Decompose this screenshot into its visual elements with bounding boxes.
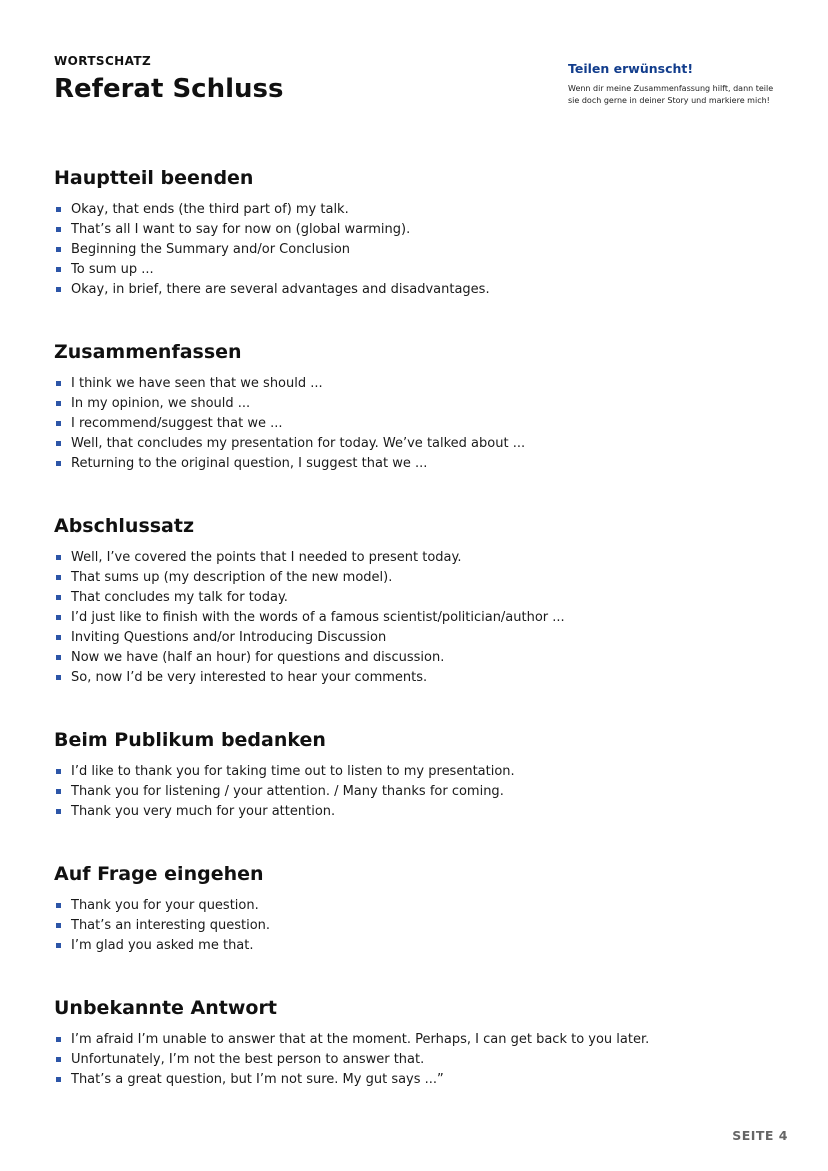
bullet-square-icon [56, 903, 61, 908]
list-item-text: Inviting Questions and/or Introducing Discussion [71, 630, 387, 645]
bullet-square-icon [56, 635, 61, 640]
list-item [54, 200, 774, 220]
list-item-text: Returning to the original question, I suggest that we ... [71, 456, 428, 471]
list-item-text: I’d just like to finish with the words of a famous scientist/politician/author ... [71, 610, 565, 625]
section-unbekannte-antwort [54, 996, 774, 1090]
list-item-text: In my opinion, we should ... [71, 396, 251, 411]
bullet-square-icon [56, 809, 61, 814]
list-item-text: I’m afraid I’m unable to answer that at the moment. Perhaps, I can get back to you later. [71, 1032, 650, 1047]
list-item [54, 782, 774, 802]
list-item [54, 548, 774, 568]
bullet-square-icon [56, 655, 61, 660]
bullet-square-icon [56, 441, 61, 446]
bullet-square-icon [56, 401, 61, 406]
list-item-text: Beginning the Summary and/or Conclusion [71, 242, 351, 257]
list-item-text: I’m glad you asked me that. [71, 938, 254, 953]
bullet-square-icon [56, 421, 61, 426]
section-abschlussatz [54, 514, 774, 688]
list-item-text: Now we have (half an hour) for questions and discussion. [71, 650, 445, 665]
list-item [54, 1070, 774, 1090]
list-item-text: Well, I’ve covered the points that I needed to present today. [71, 550, 462, 565]
list-item-text: Well, that concludes my presentation for today. We’ve talked about ... [71, 436, 526, 451]
bullet-square-icon [56, 769, 61, 774]
list-item-text: That’s an interesting question. [71, 918, 271, 933]
bullet-square-icon [56, 595, 61, 600]
list-item [54, 374, 774, 394]
list-item [54, 260, 774, 280]
header-kicker: WORTSCHATZ [54, 54, 152, 68]
list-item [54, 240, 774, 260]
share-box [568, 61, 788, 107]
section-heading: Zusammenfassen [54, 341, 242, 363]
list-item-text: That’s all I want to say for now on (global warming). [71, 222, 411, 237]
bullet-square-icon [56, 207, 61, 212]
section-heading: Auf Frage eingehen [54, 863, 264, 885]
list-item [54, 648, 774, 668]
share-text-line: sie doch gerne in deiner Story und markiere mich! [568, 96, 770, 105]
bullet-square-icon [56, 555, 61, 560]
list-item-text: Thank you for your question. [71, 898, 259, 913]
list-item-text: I’d like to thank you for taking time out to listen to my presentation. [71, 764, 515, 779]
section-heading: Hauptteil beenden [54, 167, 254, 189]
list-item-text: Thank you very much for your attention. [71, 804, 336, 819]
list-item-text: Unfortunately, I’m not the best person to answer that. [71, 1052, 425, 1067]
list-item [54, 628, 774, 648]
bullet-list [54, 762, 774, 822]
list-item [54, 916, 774, 936]
list-item [54, 414, 774, 434]
bullet-list [54, 374, 774, 474]
section-hauptteil-beenden [54, 166, 774, 300]
list-item-text: That concludes my talk for today. [71, 590, 288, 605]
list-item-text: Thank you for listening / your attention. / Many thanks for coming. [71, 784, 504, 799]
list-item-text: I think we have seen that we should ... [71, 376, 323, 391]
list-item [54, 1050, 774, 1070]
list-item [54, 936, 774, 956]
list-item [54, 454, 774, 474]
list-item [54, 394, 774, 414]
list-item [54, 434, 774, 454]
section-beim-publikum-bedanken [54, 728, 774, 822]
list-item-text: I recommend/suggest that we ... [71, 416, 283, 431]
list-item-text: That’s a great question, but I’m not sure. My gut says ...” [71, 1072, 444, 1087]
bullet-square-icon [56, 1037, 61, 1042]
bullet-list [54, 1030, 774, 1090]
section-heading: Unbekannte Antwort [54, 997, 277, 1019]
bullet-square-icon [56, 1077, 61, 1082]
list-item [54, 1030, 774, 1050]
bullet-square-icon [56, 267, 61, 272]
share-text [568, 83, 788, 107]
list-item [54, 608, 774, 628]
bullet-square-icon [56, 247, 61, 252]
share-text-line: Wenn dir meine Zusammenfassung hilft, dann teile [568, 84, 774, 93]
section-heading: Abschlussatz [54, 515, 195, 537]
list-item-text: So, now I’d be very interested to hear your comments. [71, 670, 428, 685]
list-item-text: To sum up ... [71, 262, 154, 277]
bullet-list [54, 896, 774, 956]
page-title: Referat Schluss [54, 74, 284, 104]
page-number: SEITE 4 [732, 1128, 788, 1143]
bullet-square-icon [56, 1057, 61, 1062]
list-item [54, 588, 774, 608]
bullet-list [54, 548, 774, 688]
list-item-text: Okay, that ends (the third part of) my talk. [71, 202, 349, 217]
section-zusammenfassen [54, 340, 774, 474]
bullet-square-icon [56, 461, 61, 466]
list-item-text: Okay, in brief, there are several advantages and disadvantages. [71, 282, 490, 297]
bullet-list [54, 200, 774, 300]
list-item [54, 220, 774, 240]
share-title: Teilen erwünscht! [568, 61, 694, 76]
bullet-square-icon [56, 575, 61, 580]
list-item [54, 280, 774, 300]
bullet-square-icon [56, 675, 61, 680]
bullet-square-icon [56, 227, 61, 232]
list-item [54, 762, 774, 782]
bullet-square-icon [56, 381, 61, 386]
bullet-square-icon [56, 287, 61, 292]
list-item [54, 896, 774, 916]
bullet-square-icon [56, 615, 61, 620]
bullet-square-icon [56, 923, 61, 928]
bullet-square-icon [56, 943, 61, 948]
section-heading: Beim Publikum bedanken [54, 729, 326, 751]
list-item-text: That sums up (my description of the new model). [71, 570, 393, 585]
list-item [54, 568, 774, 588]
section-auf-frage-eingehen [54, 862, 774, 956]
bullet-square-icon [56, 789, 61, 794]
list-item [54, 802, 774, 822]
list-item [54, 668, 774, 688]
